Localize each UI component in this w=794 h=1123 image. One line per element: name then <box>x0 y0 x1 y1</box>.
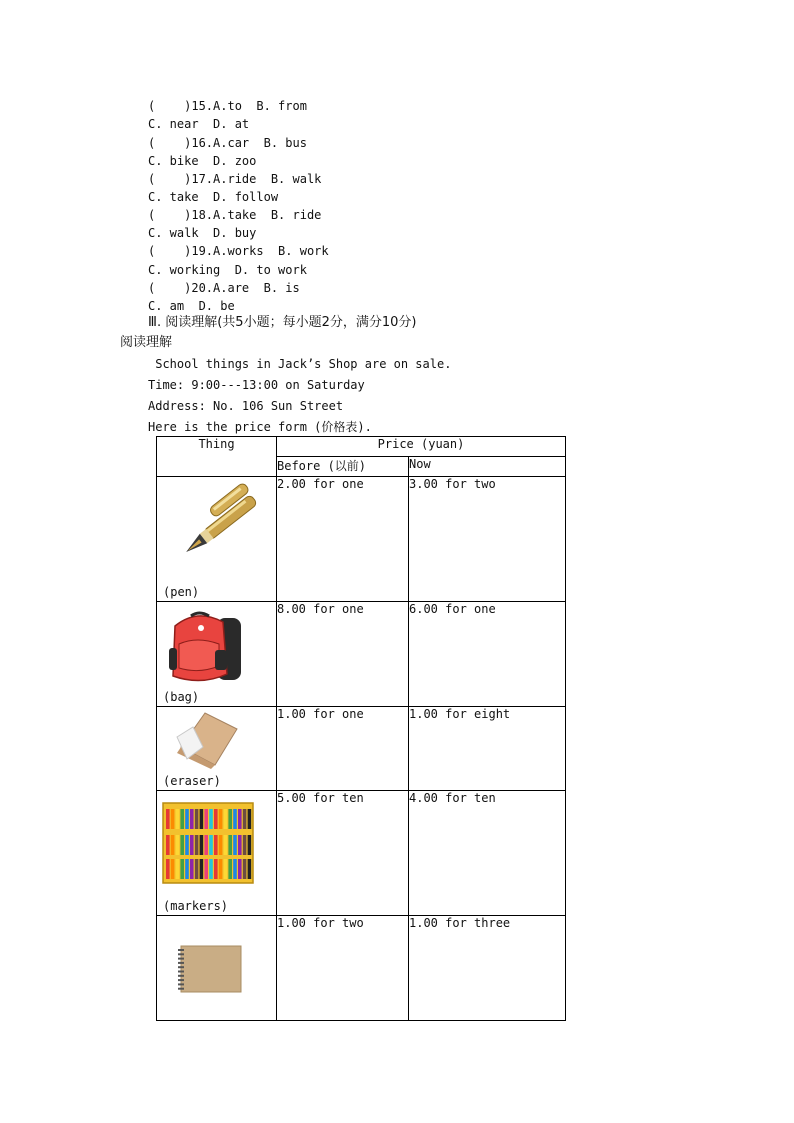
header-before: Before (以前) <box>277 457 409 477</box>
price-before: 1.00 for one <box>277 707 409 791</box>
question-17-options-c: C. take D. follow <box>148 190 279 204</box>
thing-cell <box>157 916 277 1021</box>
header-now: Now <box>409 457 566 477</box>
table-row <box>157 602 566 707</box>
thing-cell <box>157 707 277 791</box>
price-before: 1.00 for two <box>277 916 409 1021</box>
price-table <box>156 436 566 1021</box>
header-price: Price (yuan) <box>277 437 566 457</box>
thing-cell <box>157 477 277 602</box>
question-15-options-a: ( )15.A.to B. from <box>148 99 307 113</box>
price-now: 1.00 for eight <box>409 707 566 791</box>
markers-icon <box>157 799 277 889</box>
price-now: 4.00 for ten <box>409 791 566 916</box>
thing-label: (bag) <box>163 690 200 704</box>
thing-label: (markers) <box>163 899 229 913</box>
question-17-options-a: ( )17.A.ride B. walk <box>148 172 322 186</box>
backpack-icon <box>157 604 277 688</box>
price-now: 3.00 for two <box>409 477 566 602</box>
passage-address: Address: No. 106 Sun Street <box>148 399 344 413</box>
thing-cell <box>157 602 277 707</box>
passage-intro: School things in Jack’s Shop are on sale. <box>148 357 452 371</box>
question-18-options-c: C. walk D. buy <box>148 226 257 240</box>
reading-heading: 阅读理解 <box>120 335 173 350</box>
price-before: 5.00 for ten <box>277 791 409 916</box>
eraser-icon <box>157 707 277 771</box>
question-19-options-a: ( )19.A.works B. work <box>148 244 329 258</box>
thing-cell <box>157 791 277 916</box>
pen-icon <box>157 481 277 586</box>
passage-time: Time: 9:00---13:00 on Saturday <box>148 378 365 392</box>
table-row <box>157 791 566 916</box>
price-now: 1.00 for three <box>409 916 566 1021</box>
notebook-icon <box>157 916 277 1020</box>
question-18-options-a: ( )18.A.take B. ride <box>148 208 322 222</box>
table-row <box>157 916 566 1021</box>
table-row <box>157 477 566 602</box>
question-16-options-c: C. bike D. zoo <box>148 154 257 168</box>
table-row <box>157 707 566 791</box>
price-now: 6.00 for one <box>409 602 566 707</box>
header-thing: Thing <box>157 437 277 477</box>
price-before: 8.00 for one <box>277 602 409 707</box>
passage-price-form: Here is the price form (价格表). <box>148 420 372 434</box>
question-20-options-a: ( )20.A.are B. is <box>148 281 300 295</box>
price-before: 2.00 for one <box>277 477 409 602</box>
question-19-options-c: C. working D. to work <box>148 263 307 277</box>
thing-label: (eraser) <box>163 774 221 788</box>
question-15-options-c: C. near D. at <box>148 117 250 131</box>
thing-label: (pen) <box>163 585 200 599</box>
section-title: Ⅲ. 阅读理解(共5小题；每小题2分，满分10分) <box>148 315 417 330</box>
question-20-options-c: C. am D. be <box>148 299 235 313</box>
question-16-options-a: ( )16.A.car B. bus <box>148 136 307 150</box>
